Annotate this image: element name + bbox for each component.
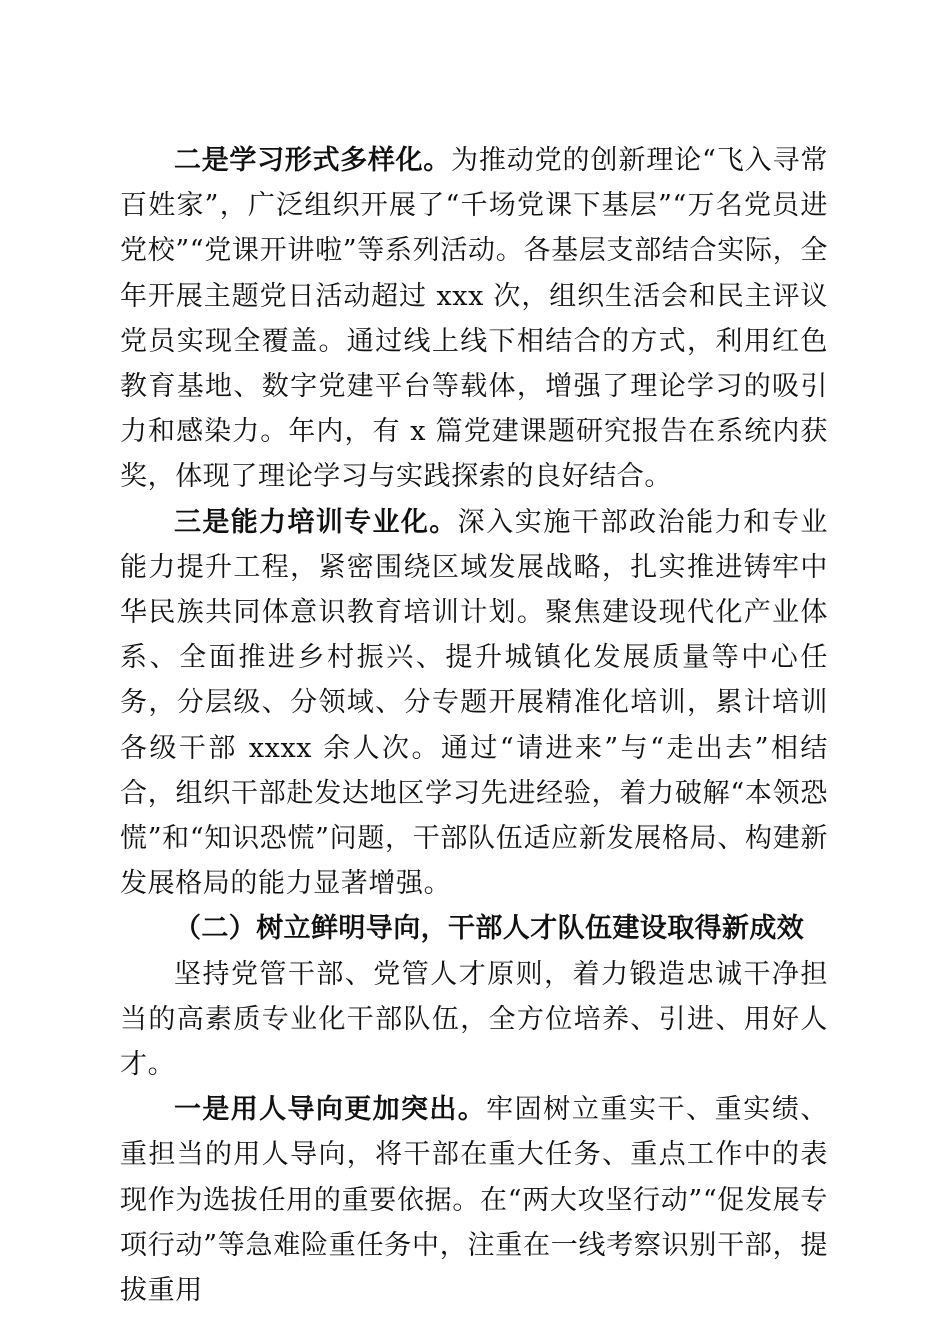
document-page (120, 138, 828, 1313)
paragraph-lead: 二是学习形式多样化。 (174, 145, 451, 176)
paragraph-lead: 三是能力培训专业化。 (174, 506, 458, 538)
paragraph-personnel-orientation (120, 1087, 828, 1313)
section-intro: 坚持党管干部、党管人才原则，着力锻造忠诚干净担当的高素质专业化干部队伍，全方位培养、引进、用好人才。 (120, 958, 828, 1081)
section-heading: （二）树立鲜明导向，干部人才队伍建设取得新成效 (174, 913, 805, 945)
paragraph-lead: 一是用人导向更加突出。 (174, 1094, 487, 1126)
paragraph-body: 深入实施干部政治能力和专业能力提升工程，紧密围绕区域发展战略，扎实推进铸牢中华民族共同体意识教育培训计划。聚焦建设现代化产业体系、全面推进乡村振兴、提升城镇化发展质量等中心任务，分层级、分领域、分专题开展精准化培训，累计培训各级干部 xxxx 余人次。通过“请进来”与“走出去”相结合，组织干部赴发达地区学习先进经验，着力破解“本领恐慌”和“知识恐慌”问题，干部队伍适应新发展格局、构建新发展格局的能力显著增强。 (120, 506, 828, 900)
paragraph-training (120, 500, 828, 907)
paragraph-body: 为推动党的创新理论“飞入寻常百姓家”，广泛组织开展了“千场党课下基层”“万名党员进党校”“党课开讲啦”等系列活动。各基层支部结合实际，全年开展主题党日活动超过 xxx 次，组织生活会和民主评议党员实现全覆盖。通过线上线下相结合的方式，利用红色教育基地、数字党建平台等载体，增强了理论学习的吸引力和感染力。年内，有 x 篇党建课题研究报告在系统内获奖，体现了理论学习与实践探索的良好结合。 (120, 145, 829, 493)
paragraph-body: 牢固树立重实干、重实绩、重担当的用人导向，将干部在重大任务、重点工作中的表现作为选拔任用的重要依据。在“两大攻坚行动”“促发展专项行动”等急难险重任务中，注重在一线考察识别干部，提拔重用 (120, 1094, 829, 1307)
paragraph-learning-forms (120, 138, 828, 500)
